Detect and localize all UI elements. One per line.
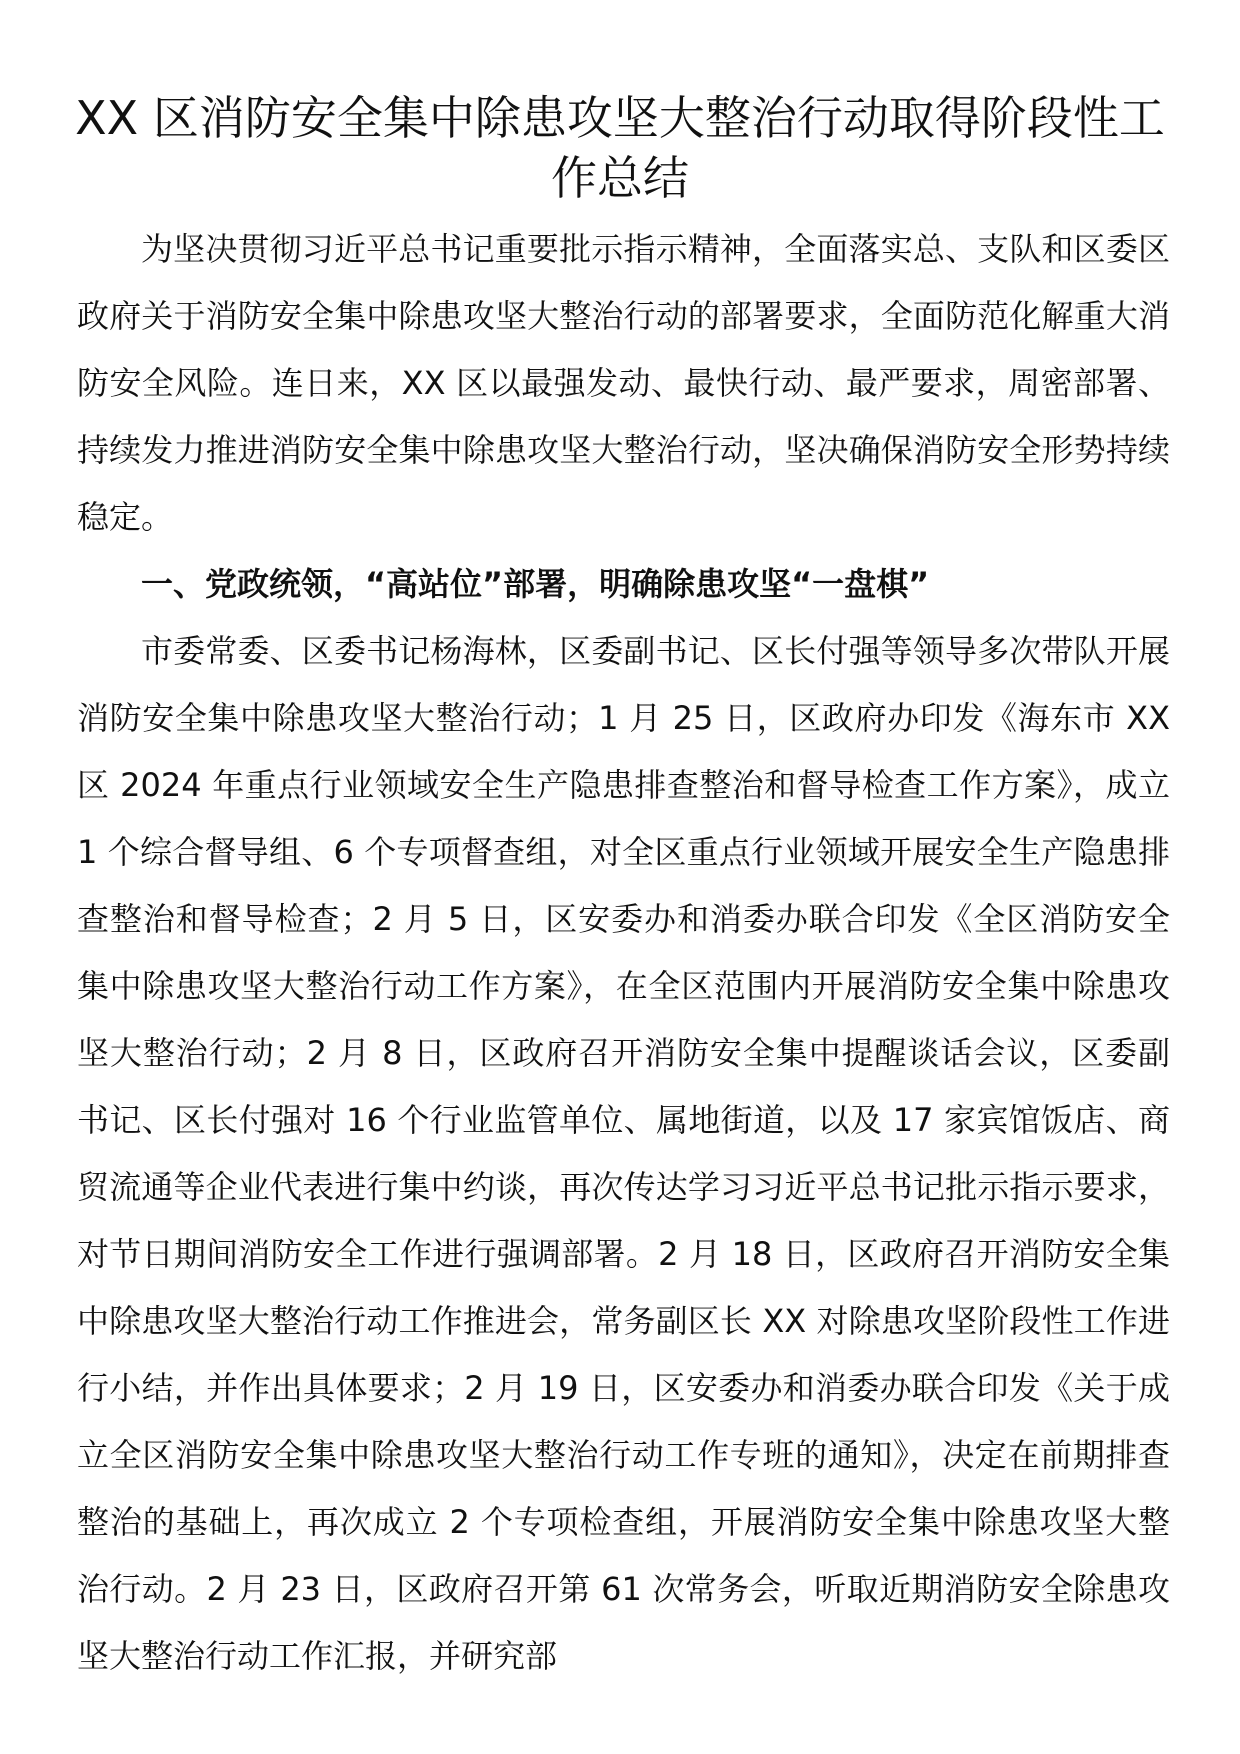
section-1-paragraph: 市委常委、区委书记杨海林，区委副书记、区长付强等领导多次带队开展消防安全集中除患攻坚大整治行动；1 月 25 日，区政府办印发《海东市 XX 区 2024 年重点行业领域安全生产隐患排查整治和督导检查工作方案》，成立 1 个综合督导组、6 个专项督查组，对全区重点行业领域开展安全生产隐患排查整治和督导检查；2 月 5 日，区安委办和消委办联合印发《全区消防安全集中除患攻坚大整治行动工作方案》，在全区范围内开展消防安全集中除患攻坚大整治行动；2 月 8 日，区政府召开消防安全集中提醒谈话会议，区委副书记、区长付强对 16 个行业监管单位、属地街道，以及 17 家宾馆饭店、商贸流通等企业代表进行集中约谈，再次传达学习习近平总书记批示指示要求，对节日期间消防安全工作进行强调部署。2 月 18 日，区政府召开消防安全集中除患攻坚大整治行动工作推进会，常务副区长 XX 对除患攻坚阶段性工作进行小结，并作出具体要求；2 月 19 日，区安委办和消委办联合印发《关于成立全区消防安全集中除患攻坚大整治行动工作专班的通知》，决定在前期排查整治的基础上，再次成立 2 个专项检查组，开展消防安全集中除患攻坚大整治行动。2 月 23 日，区政府召开第 61 次常务会，听取近期消防安全除患攻坚大整治行动工作汇报，并研究部: [77, 632, 1170, 1675]
intro-paragraph: 为坚决贯彻习近平总书记重要批示指示精神，全面落实总、支队和区委区政府关于消防安全集中除患攻坚大整治行动的部署要求，全面防范化解重大消防安全风险。连日来，XX 区以最强发动、最快行动、最严要求，周密部署、持续发力推进消防安全集中除患攻坚大整治行动，坚决确保消防安全形势持续稳定。: [77, 230, 1170, 536]
document-body: [77, 216, 1170, 1690]
document-title: XX 区消防安全集中除患攻坚大整治行动取得阶段性工作总结: [75, 91, 1165, 205]
section-1-heading: 一、党政统领，“高站位”部署，明确除患攻坚“一盘棋”: [141, 565, 930, 603]
